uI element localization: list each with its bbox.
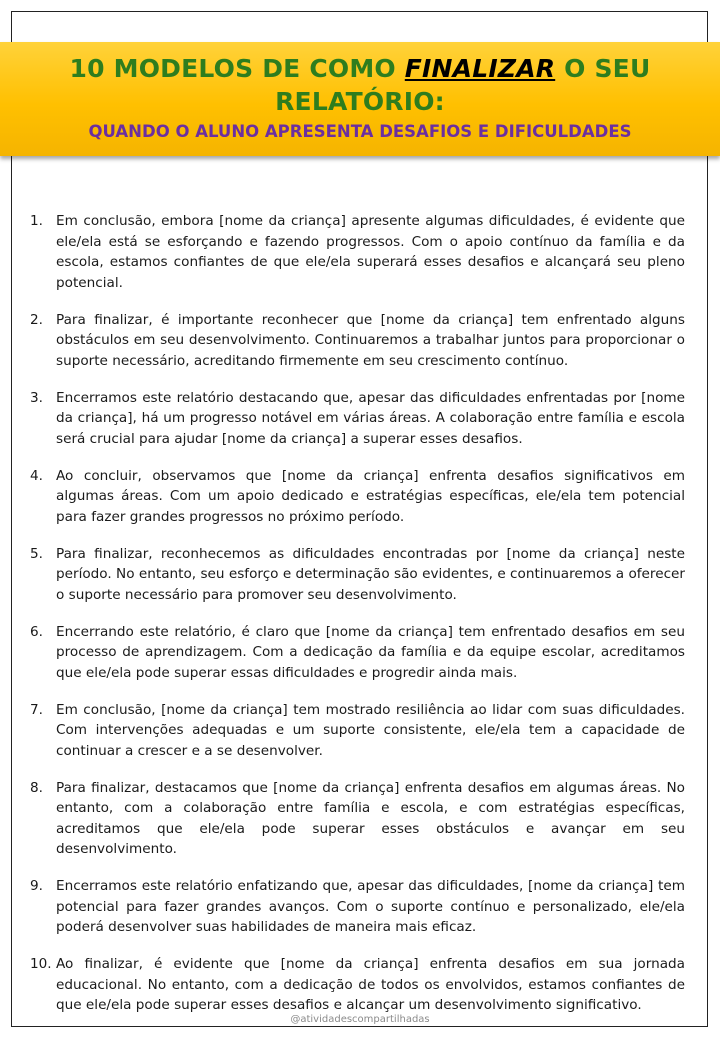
list-item-1: [30, 211, 685, 293]
page-subtitle: QUANDO O ALUNO APRESENTA DESAFIOS E DIFICULDADES: [88, 122, 632, 141]
item-number: 5.: [30, 545, 43, 562]
list-item-2: [30, 310, 685, 372]
item-text: Encerrando este relatório, é claro que [nome da criança] tem enfrentado desafios em seu processo de aprendizagem. Com a dedicação da família e da equipe escolar, acreditamos que ele/ela pode superar essas dificuldades e progredir ainda mais.: [56, 623, 685, 681]
page-title: [0, 52, 720, 85]
list-item-3: [30, 388, 685, 450]
item-text: Para finalizar, destacamos que [nome da criança] enfrenta desafios em algumas áreas. No entanto, com a colaboração entre família e escola, e com estratégias específicas, acreditamos que ele/ela pode superar esses obstáculos e avançar em seu desenvolvimento.: [56, 779, 685, 857]
item-text: Ao concluir, observamos que [nome da criança] enfrenta desafios significativos em algumas áreas. Com um apoio dedicado e estratégias específicas, ele/ela tem potencial para fazer grandes progressos no próximo período.: [56, 467, 685, 525]
list-item-6: [30, 622, 685, 684]
item-number: 2.: [30, 311, 43, 328]
list-item-8: [30, 778, 685, 860]
item-text: Para finalizar, é importante reconhecer que [nome da criança] tem enfrentado alguns obstáculos em seu desenvolvimento. Continuaremos a trabalhar juntos para proporcionar o suporte necessário, acreditando firmemente em seu crescimento contínuo.: [56, 311, 685, 369]
title-part-1: 10 MODELOS DE COMO: [69, 54, 405, 83]
list-item-10: [30, 954, 685, 1016]
item-number: 3.: [30, 389, 43, 406]
item-number: 6.: [30, 623, 43, 640]
item-number: 10.: [30, 956, 52, 972]
title-part-2: O SEU: [555, 54, 651, 83]
list-item-5: [30, 544, 685, 606]
item-text: Em conclusão, embora [nome da criança] apresente algumas dificuldades, é evidente que ele/ela está se esforçando e fazendo progressos. Com o apoio contínuo da família e da escola, estamos confiantes de que ele/ela superará esses desafios e alcançará seu pleno potencial.: [56, 213, 685, 291]
title-emphasis: FINALIZAR: [404, 54, 556, 83]
item-number: 1.: [30, 213, 43, 229]
page-title-line-2: RELATÓRIO:: [275, 87, 445, 116]
item-number: 4.: [30, 467, 43, 484]
item-number: 7.: [30, 701, 43, 718]
footer-credit: @atividadescompartilhadas: [290, 1014, 430, 1025]
models-list: [30, 211, 685, 1032]
item-text: Ao finalizar, é evidente que [nome da criança] enfrenta desafios em sua jornada educacional. No entanto, com a dedicação de todos os envolvidos, estamos confiantes de que ele/ela pode superar esses desafios e alcançar um desenvolvimento significativo.: [56, 956, 685, 1013]
list-item-9: [30, 876, 685, 938]
item-text: Encerramos este relatório destacando que, apesar das dificuldades enfrentadas por [nome da criança], há um progresso notável em várias áreas. A colaboração entre família e escola será crucial para ajudar [nome da criança] a superar esses desafios.: [56, 389, 685, 447]
list-item-7: [30, 700, 685, 762]
title-banner: [0, 42, 720, 156]
list-item-4: [30, 466, 685, 528]
item-text: Encerramos este relatório enfatizando que, apesar das dificuldades, [nome da criança] tem potencial para fazer grandes avanços. Com o suporte contínuo e personalizado, ele/ela poderá desenvolver suas habilidades de maneira mais eficaz.: [56, 878, 685, 935]
item-number: 9.: [30, 878, 43, 894]
item-text: Em conclusão, [nome da criança] tem mostrado resiliência ao lidar com suas dificuldades. Com intervenções adequadas e um suporte consistente, ele/ela tem a capacidade de continuar a crescer e a se desenvolver.: [56, 701, 685, 759]
item-text: Para finalizar, reconhecemos as dificuldades encontradas por [nome da criança] neste período. No entanto, seu esforço e determinação são evidentes, e continuaremos a oferecer o suporte necessário para promover seu desenvolvimento.: [56, 545, 685, 603]
item-number: 8.: [30, 779, 43, 796]
